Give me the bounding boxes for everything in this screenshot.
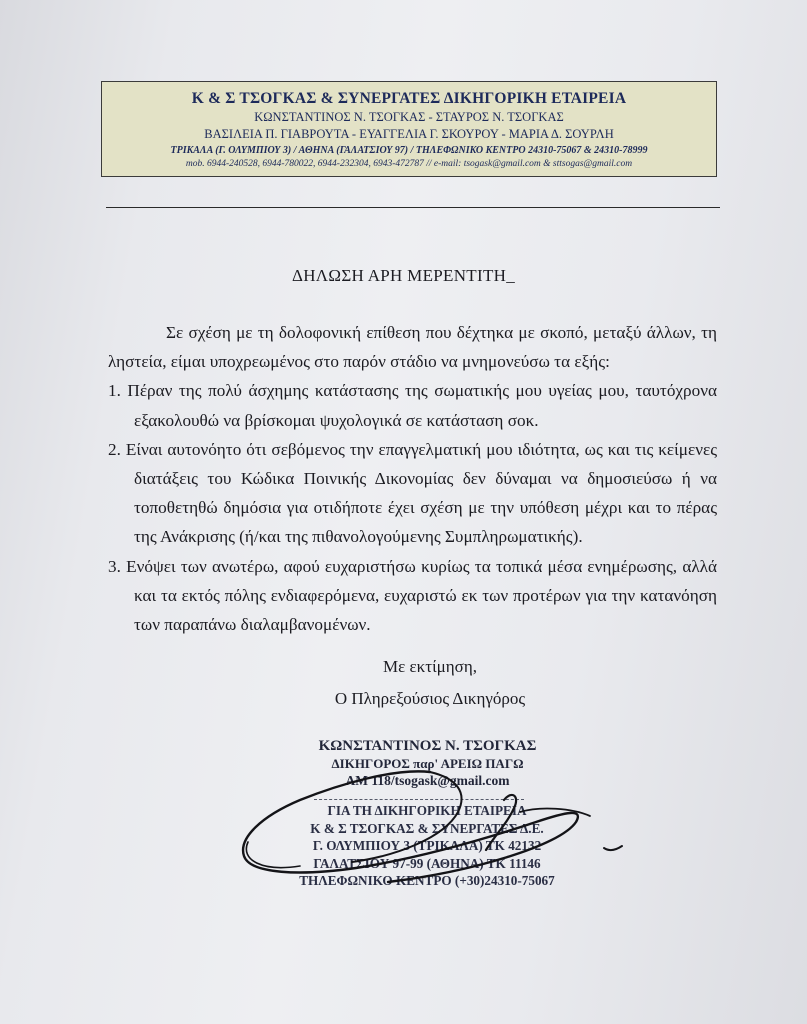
firm-associates: ΒΑΣΙΛΕΙΑ Π. ΓΙΑΒΡΟΥΤΑ - ΕΥΑΓΓΕΛΙΑ Γ. ΣΚΟΥΡΟΥ - ΜΑΡΙΑ Δ. ΣΟΥΡΛΗ bbox=[204, 127, 614, 141]
point-2: 2. Είναι αυτονόητο ότι σεβόμενος την επαγγελματική μου ιδιότητα, ως και τις κείμενες διατάξεις του Κώδικα Ποινικής Δικονομίας δεν δύναμαι να δημοσιεύσω ή να τοποθετηθώ δημόσια για οτιδήποτε έχει σχέση με την υπόθεση μέχρι και το πέρας της Ανάκρισης (ή/και της πιθανολογούμενης Συμπληρωματικής). bbox=[108, 439, 717, 547]
stamp-line-3: Γ. ΟΛΥΜΠΙΟΥ 3 (ΤΡΙΚΑΛΑ) ΤΚ 42132 bbox=[312, 838, 542, 853]
signatory-block bbox=[240, 738, 615, 789]
closing-greeting: Με εκτίμηση, bbox=[383, 657, 477, 676]
signatory-name: ΚΩΝΣΤΑΝΤΙΝΟΣ Ν. ΤΣΟΓΚΑΣ bbox=[318, 738, 537, 754]
point-1: 1. Πέραν της πολύ άσχημης κατάστασης της σωματικής μου υγείας μου, ταυτόχρονα εξακολουθώ να βρίσκομαι ψυχολογικά σε κατάσταση σοκ. bbox=[108, 381, 717, 430]
firm-addresses: ΤΡΙΚΑΛΑ (Γ. ΟΛΥΜΠΙΟΥ 3) / ΑΘΗΝΑ (ΓΑΛΑΤΣΙΟΥ 97) / ΤΗΛΕΦΩΝΙΚΟ ΚΕΝΤΡΟ 24310-75067 & 24310-78999 bbox=[170, 145, 648, 156]
stamp-line-5: ΤΗΛΕΦΩΝΙΚΟ ΚΕΝΤΡΟ (+30)24310-75067 bbox=[299, 873, 555, 888]
point-3: 3. Ενόψει των ανωτέρω, αφού ευχαριστήσω κυρίως τα τοπικά μέσα ενημέρωσης, αλλά και τα εκτός πόλης ενδιαφερόμενα, ευχαριστώ εκ των προτέρων για την κατανόηση των παραπάνω διαλαμβανομένων. bbox=[108, 556, 717, 635]
signatory-title: ΔΙΚΗΓΟΡΟΣ παρ' ΑΡΕΙΩ ΠΑΓΩ bbox=[331, 756, 524, 771]
header-divider bbox=[106, 207, 720, 208]
document-body bbox=[108, 318, 717, 639]
firm-stamp bbox=[262, 802, 592, 890]
stamp-line-2: Κ & Σ ΤΣΟΓΚΑΣ & ΣΥΝΕΡΓΑΤΕΣ Δ.Ε. bbox=[310, 820, 544, 836]
stamp-line-1: ΓΙΑ ΤΗ ΔΙΚΗΓΟΡΙΚΗ ΕΤΑΙΡΕΙΑ bbox=[327, 803, 527, 818]
intro-paragraph: Σε σχέση με τη δολοφονική επίθεση που δέχτηκα με σκοπό, μεταξύ άλλων, τη ληστεία, είμαι υποχρεωμένος στο παρόν στάδιο να μνημονεύσω τα εξής: bbox=[108, 323, 717, 372]
document-title: ΔΗΛΩΣΗ ΑΡΗ ΜΕΡΕΝΤΙΤΗ_ bbox=[291, 266, 516, 285]
firm-partners: ΚΩΝΣΤΑΝΤΙΝΟΣ Ν. ΤΣΟΓΚΑΣ - ΣΤΑΥΡΟΣ Ν. ΤΣΟΓΚΑΣ bbox=[254, 110, 564, 124]
firm-contacts: mob. 6944-240528, 6944-780022, 6944-232304, 6943-472787 // e-mail: tsogask@gmail.com & sttsogas@gmail.com bbox=[185, 159, 633, 169]
firm-name: Κ & Σ ΤΣΟΓΚΑΣ & ΣΥΝΕΡΓΑΤΕΣ ΔΙΚΗΓΟΡΙΚΗ ΕΤΑΙΡΕΙΑ bbox=[191, 90, 627, 107]
stamp-line-4: ΓΑΛΑΤΣΙΟΥ 97-99 (ΑΘΗΝΑ) ΤΚ 11146 bbox=[313, 855, 541, 871]
letterhead bbox=[101, 81, 717, 177]
signatory-registry: ΑΜ 118/tsogask@gmail.com bbox=[345, 773, 510, 788]
closing-role: Ο Πληρεξούσιος Δικηγόρος bbox=[334, 689, 526, 708]
stamp-divider bbox=[314, 799, 524, 800]
